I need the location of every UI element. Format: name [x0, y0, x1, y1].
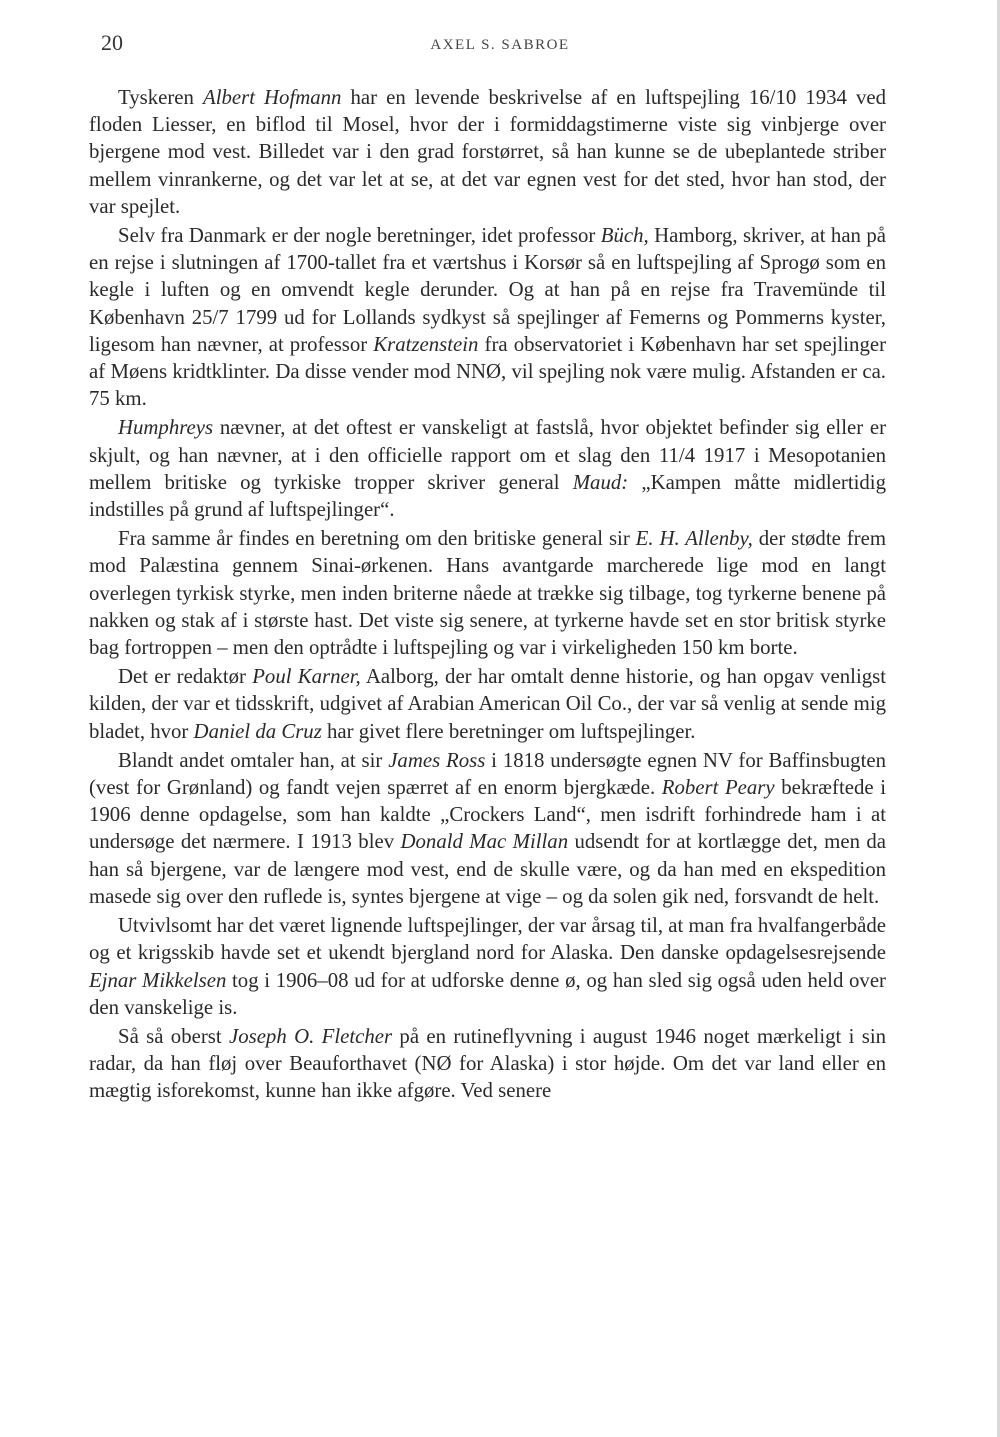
paragraph [89, 525, 886, 661]
text-run: har en levende beskrivelse af en luftspejling 16/10 1934 ved floden Liesser, en biflod til Mosel, hvor der i formiddagstimerne viste sig vinbjerge over bjergene mod vest. Billedet var i den grad forstørret, så han kunne se de ubeplantede striber mellem vinrankerne, og det var let at se, at det var egnen vest for det sted, hvor han stod, der var spejlet. [89, 86, 886, 218]
paragraph [89, 414, 886, 523]
page-number: 20 [101, 30, 123, 55]
paragraph [89, 84, 886, 220]
paragraph [89, 1023, 886, 1105]
text-run: fra observatoriet i København har set spejlinger af Møens kridtklinter. Da disse vender mod NNØ, vil spejling nok være mulig. Afstanden er ca. 75 km. [89, 332, 886, 411]
text-run: Utvivlsomt har det været lignende luftspejlinger, der var årsag til, at man fra hvalfangerbåde og et krigsskib havde set et ukendt bjergland nord for Alaska. Den danske opdagelsesrejsende [89, 914, 886, 965]
text-run: Selv fra Danmark er der nogle beretninger, idet professor [118, 224, 601, 248]
text-run: bekræftede i 1906 denne opdagelse, som han kaldte „Crockers Land“, men isdrift forhindrede ham i at undersøge det nærmere. I 1913 blev [89, 776, 886, 854]
text-run: Blandt andet omtaler han, at sir [118, 748, 389, 772]
text-run: Det er redaktør [118, 665, 253, 689]
paragraph [89, 747, 886, 910]
italic-name: Humphreys [118, 416, 214, 440]
italic-name: James Ross [388, 748, 486, 772]
italic-name: Poul Karner, [252, 665, 361, 689]
italic-name: Robert Peary [661, 776, 775, 800]
text-run: har givet flere beretninger om luftspejlinger. [321, 719, 696, 743]
text-run: på en rutineflyvning i august 1946 noget mærkeligt i sin radar, da han fløj over Beauforthavet (NØ for Alaska) i stor højde. Om det var land eller en mægtig isforekomst, kunne han ikke afgøre. Ved senere [89, 1024, 887, 1103]
text-run: udsendt for at kortlægge det, men da han så bjergene, var de længere mod vest, end de skulle være, og da han med en ekspedition masede sig over den ruflede is, syntes bjergene at vige – og da solen gik ned, forsvandt de helt. [89, 830, 887, 908]
text-run: i 1818 undersøgte egnen NV for Baffinsbugten (vest for Grønland) og fandt vejen spærret af en enorm bjergkæde. [89, 748, 886, 800]
paragraph [89, 222, 886, 412]
text-run: der stødte frem mod Palæstina gennem Sinai-ørkenen. Hans avantgarde marcherede lige mod en langt overlegen tyrkisk styrke, men inden briterne nåede at trække sig tilbage, tog tyrkerne benene på nakken og stak af i største hast. Det viste sig senere, at tyrkerne havde set en stor britisk styrke bag fortroppen – men den optrådte i luftspejling og var i virkeligheden 150 km borte. [89, 527, 886, 660]
paragraph [89, 912, 886, 1021]
paragraph [89, 663, 886, 745]
italic-name: Daniel da Cruz [193, 719, 322, 743]
text-run: „Kampen måtte midlertidig indstilles på grund af luftspejlinger“. [89, 470, 886, 522]
italic-name: Büch, [600, 224, 649, 248]
italic-name: Donald Mac Millan [400, 830, 569, 854]
italic-name: Maud: [572, 470, 629, 494]
text-run: Tyskeren [118, 86, 203, 109]
text-run: nævner, at det oftest er vanskeligt at fastslå, hvor objektet befinder sig eller er skjult, og han nævner, at i den officielle rapport om et slag den 11/4 1917 i Mesopotanien mellem britiske og tyrkiske tropper skriver general [89, 416, 886, 494]
italic-name: Albert Hofmann [203, 86, 342, 109]
text-run: Så så oberst [118, 1024, 229, 1048]
text-run: Aalborg, der har omtalt denne historie, og han opgav venligst kilden, der var et tidsskrift, udgivet af Arabian American Oil Co., der var så venlig at sende mig bladet, hvor [89, 665, 886, 743]
italic-name: E. H. Allenby, [635, 527, 753, 551]
italic-name: Kratzenstein [373, 332, 479, 356]
running-head: AXEL S. SABROE [430, 37, 570, 53]
italic-name: Ejnar Mikkelsen [89, 968, 227, 992]
text-run: Hamborg, skriver, at han på en rejse i slutningen af 1700-tallet fra et værtshus i Korsør så en luftspejling af Sprogø som en kegle i luften og en omvendt kegle derunder. Og at han på en rejse fra Travemünde til København 25/7 1799 ud for Lollands sydkyst så spejlinger af Femerns og Pommerns kyster, ligesom han nævner, at professor [89, 224, 886, 356]
text-run: tog i 1906–08 ud for at udforske denne ø, og han sled sig også uden held over den vanskelige is. [89, 968, 886, 1019]
italic-name: Joseph O. Fletcher [228, 1024, 393, 1048]
text-run: Fra samme år findes en beretning om den britiske general sir [118, 527, 636, 551]
body-text [89, 84, 886, 1105]
